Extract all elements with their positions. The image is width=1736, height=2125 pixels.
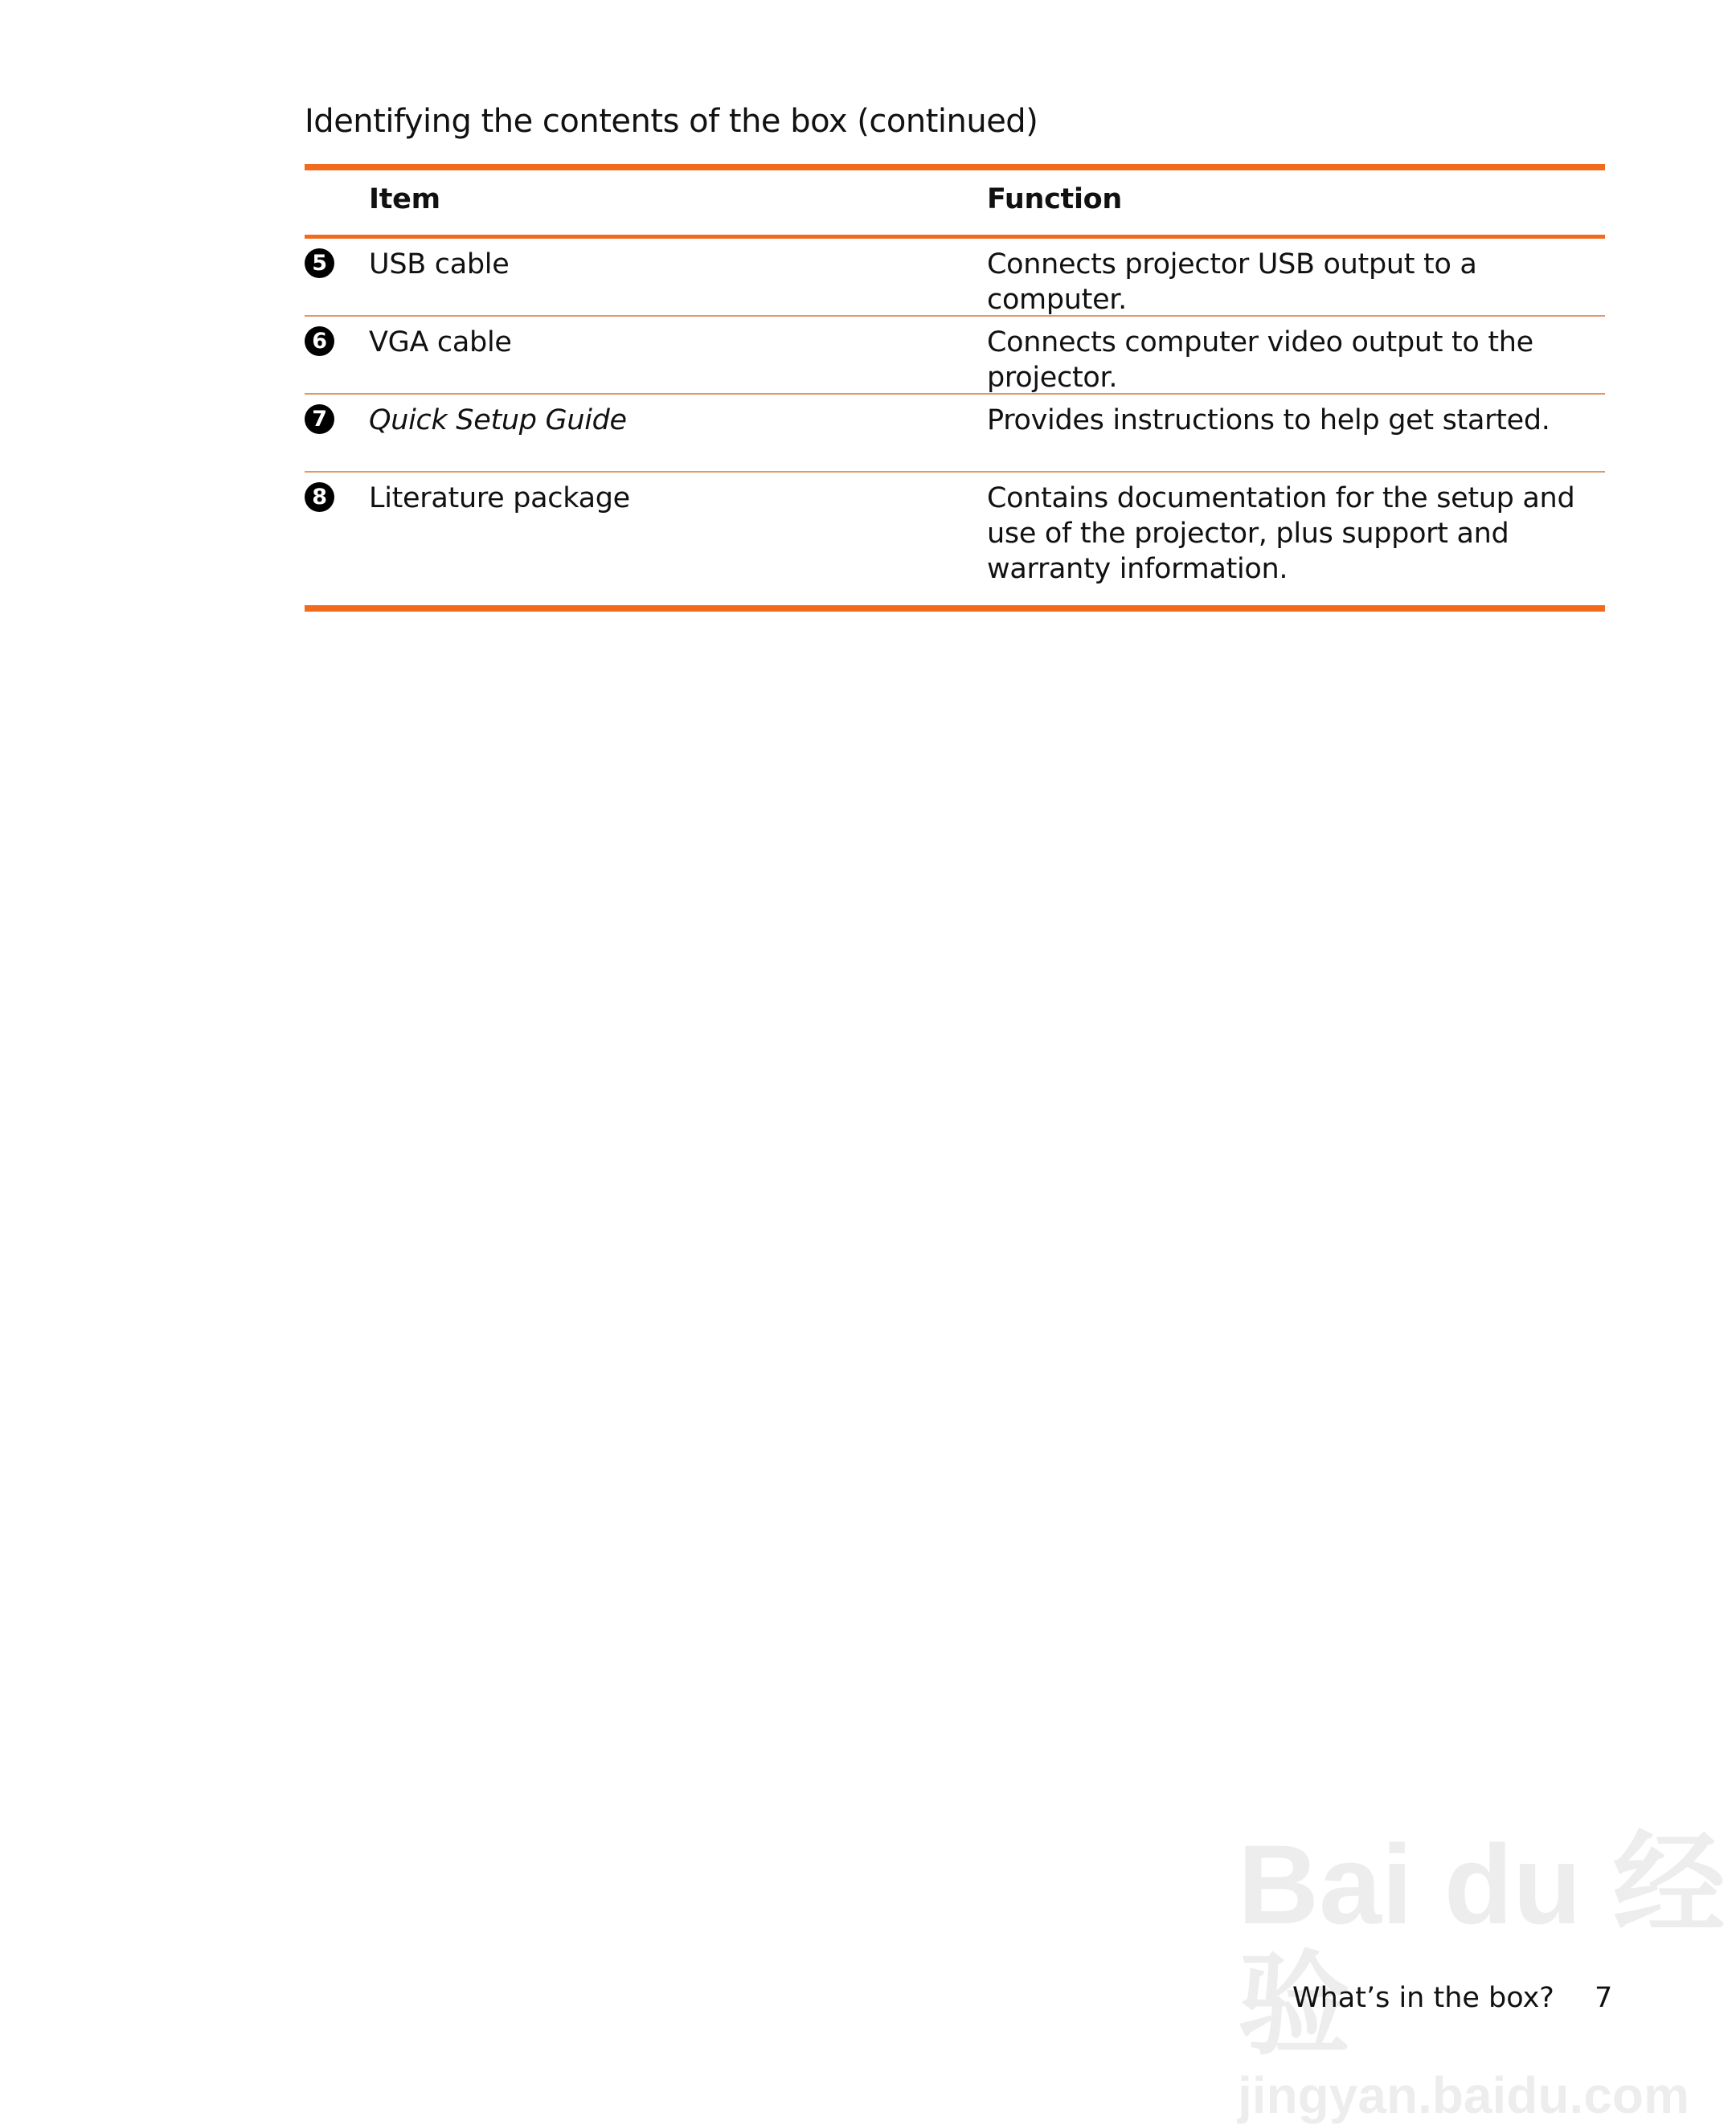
- item-name: VGA cable: [369, 326, 512, 358]
- table-caption: Identifying the contents of the box (continued): [305, 103, 1038, 140]
- baidu-watermark: Bai du 经验 jingyan.baidu.com: [1238, 1821, 1726, 2124]
- item-function: Contains documentation for the setup and use of the projector, plus support and warranty information.: [987, 482, 1575, 585]
- table-row: [305, 473, 1605, 605]
- header-function: Function: [987, 183, 1123, 215]
- table-header: [305, 170, 1605, 235]
- page-number: 7: [1595, 1982, 1613, 2014]
- contents-table: [305, 164, 1605, 612]
- number-badge: 6: [305, 326, 334, 356]
- item-name: Quick Setup Guide: [369, 404, 627, 436]
- table-row: [305, 239, 1605, 315]
- header-item: Item: [369, 183, 440, 215]
- item-name: USB cable: [369, 248, 510, 280]
- number-badge: 7: [305, 404, 334, 434]
- item-function: Connects projector USB output to a computer.: [987, 248, 1477, 316]
- item-name: Literature package: [369, 482, 630, 514]
- footer-section-title: What’s in the box?: [1292, 1982, 1554, 2014]
- item-function: Provides instructions to help get started.: [987, 404, 1550, 436]
- table-row: [305, 317, 1605, 393]
- table-top-rule: [305, 164, 1605, 170]
- item-function: Connects computer video output to the projector.: [987, 326, 1533, 394]
- number-badge: 5: [305, 248, 334, 278]
- table-row: [305, 395, 1605, 471]
- table-bottom-rule: [305, 605, 1605, 612]
- number-badge: 8: [305, 482, 334, 512]
